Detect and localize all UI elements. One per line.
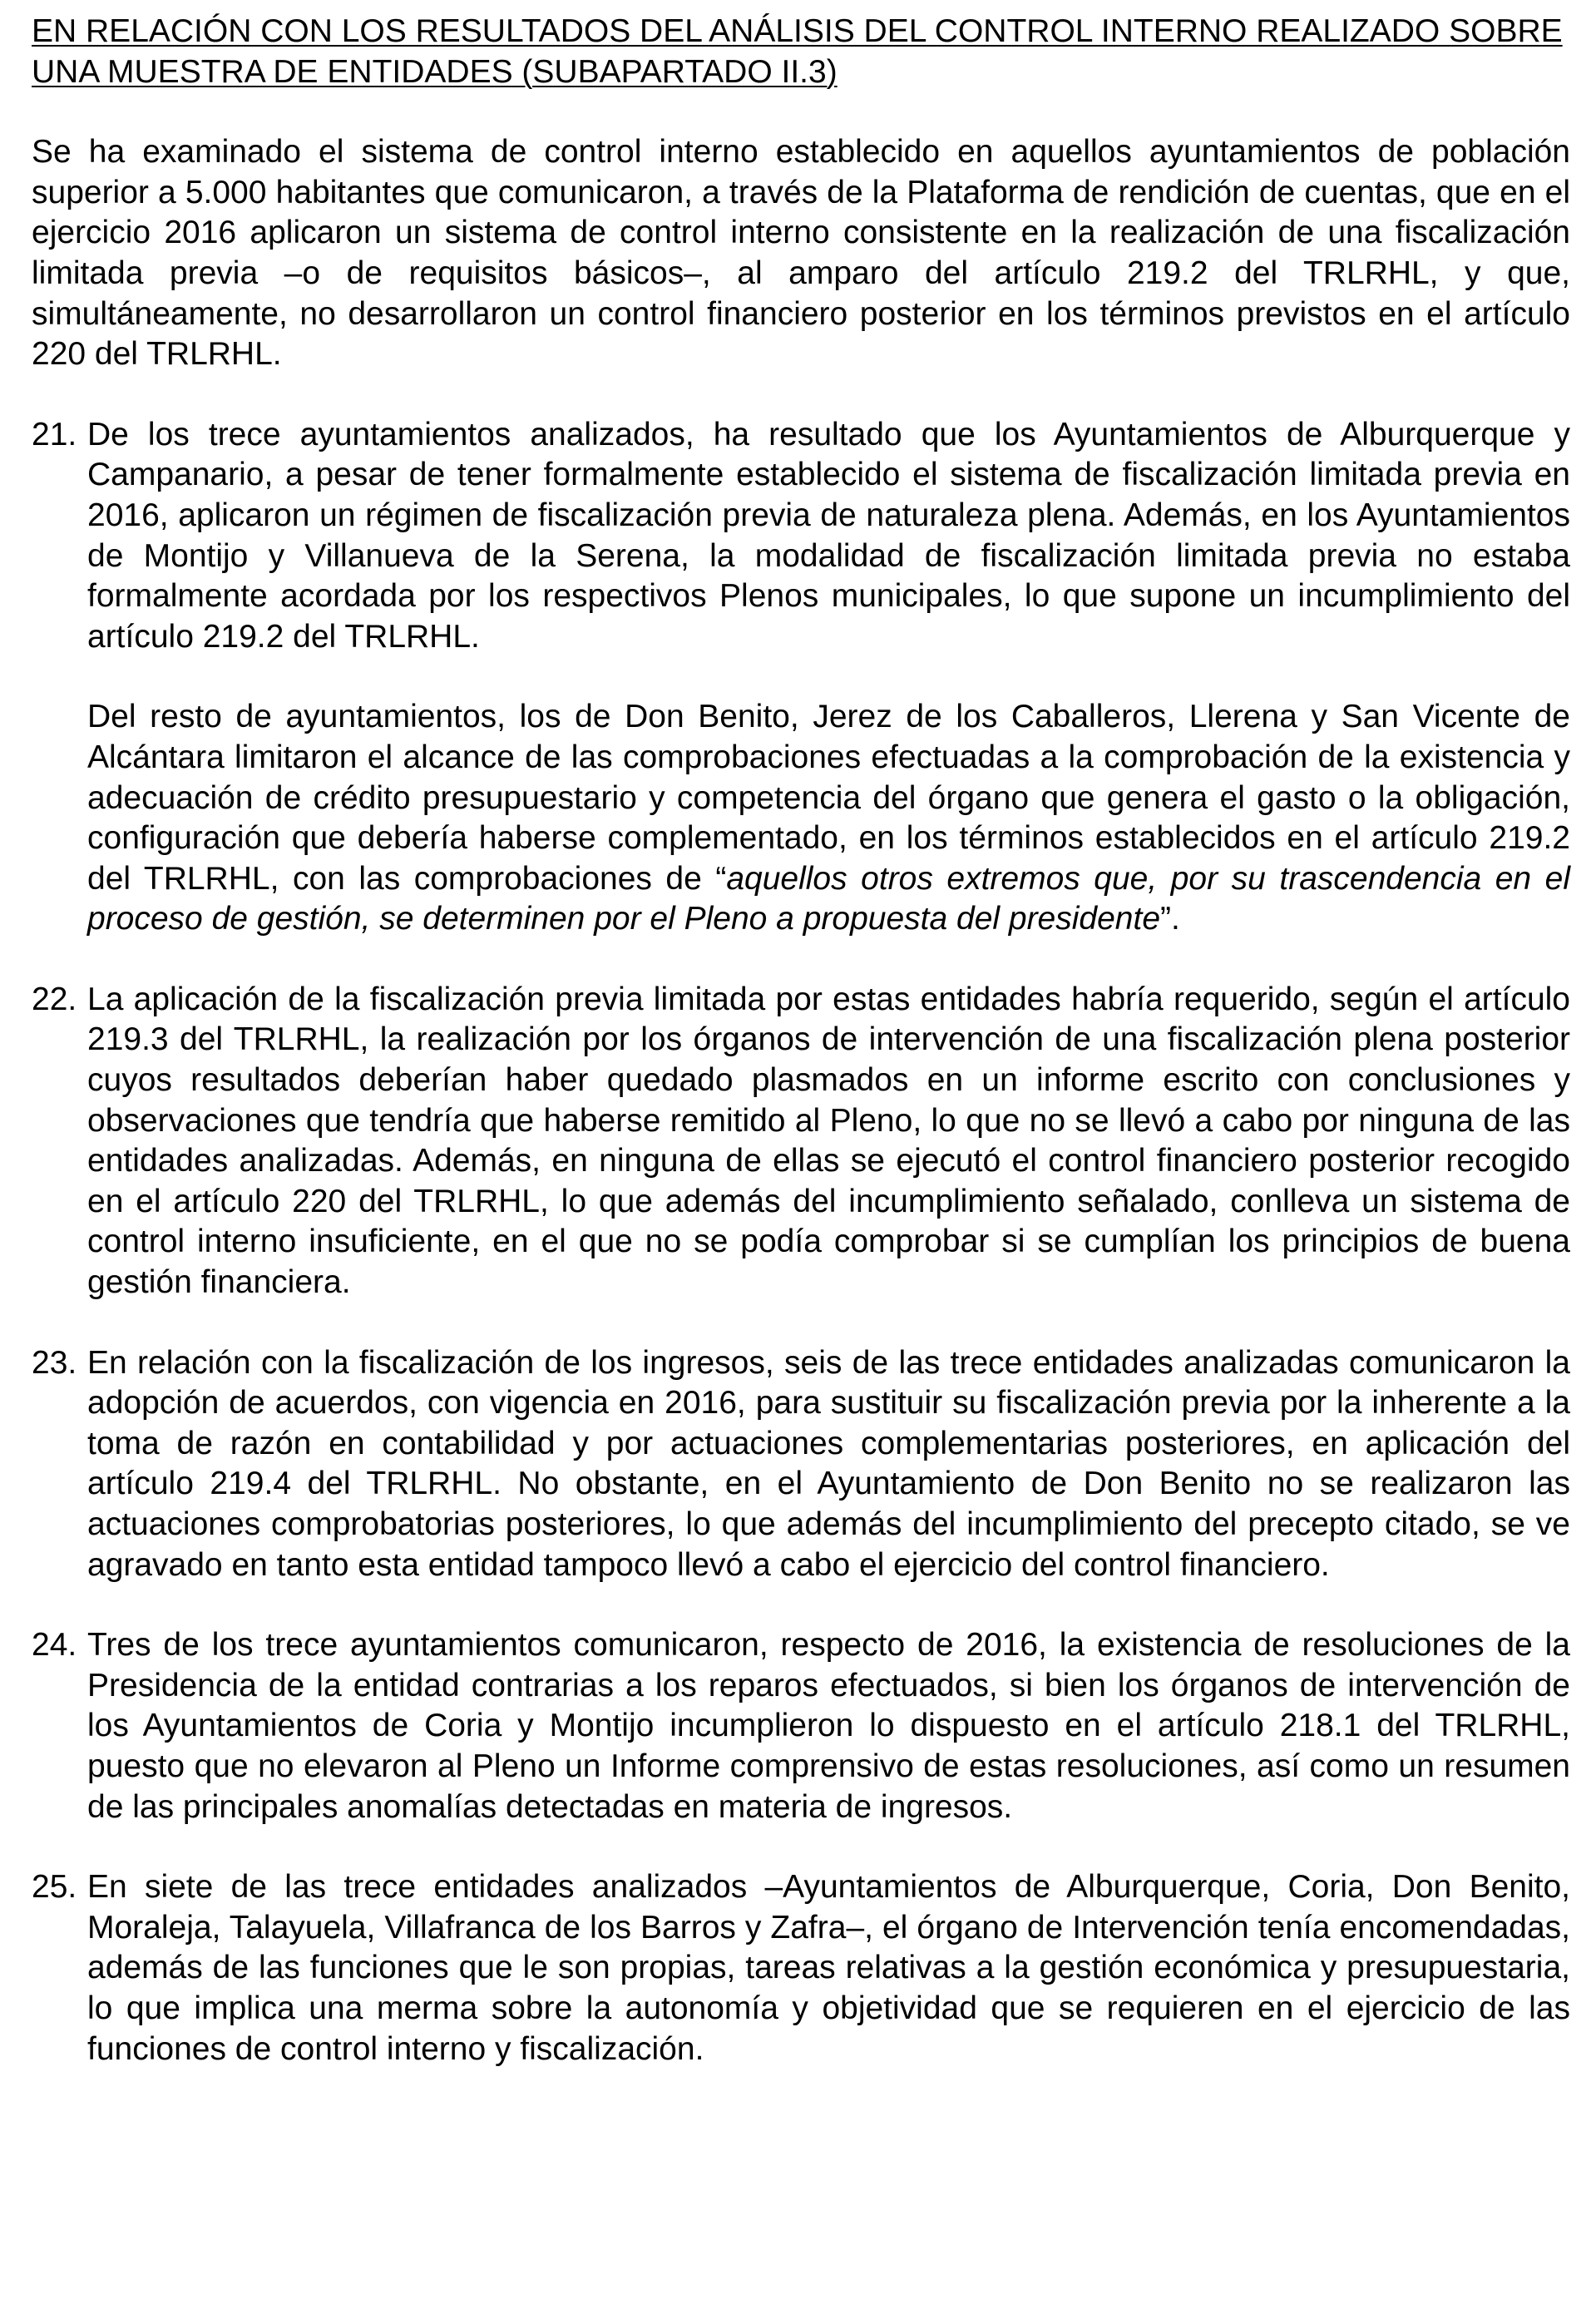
paragraph-text: La aplicación de la fiscalización previa limitada por estas entidades habría requerido, según el artículo 219.3 del TRLRHL, la realización por los órganos de intervención de una fiscalización plena posterior cuyos resultados deberían haber quedado plasmados en un informe escrito con conclusiones y observaciones que tendría que haberse remitido al Pleno, lo que no se llevó a cabo por ninguna de las entidades analizadas. Además, en ninguna de ellas se ejecutó el control financiero posterior recogido en el artículo 220 del TRLRHL, lo que además del incumplimiento señalado, conlleva un sistema de control interno insuficiente, en el que no se podía comprobar si se cumplían los principios de buena gestión financiera.	[87, 981, 1570, 1301]
numbered-paragraph-23	[32, 1343, 1570, 1586]
paragraph-number: 24.	[32, 1627, 77, 1664]
numbered-paragraph-25	[32, 1867, 1570, 2069]
numbered-paragraph-22	[32, 980, 1570, 1303]
quoted-text: aquellos otros extremos que, por su trascendencia en el proceso de gestión, se determinen por el Pleno a propuesta del presidente	[87, 860, 1570, 937]
section-heading: EN RELACIÓN CON LOS RESULTADOS DEL ANÁLISIS DEL CONTROL INTERNO REALIZADO SOBRE UNA MUESTRA DE ENTIDADES (SUBAPARTADO II.3)	[32, 13, 1563, 90]
paragraph-text: De los trece ayuntamientos analizados, ha resultado que los Ayuntamientos de Alburquerque y Campanario, a pesar de tener formalmente establecido el sistema de fiscalización limitada previa en 2016, aplicaron un régimen de fiscalización previa de naturaleza plena. Además, en los Ayuntamientos de Montijo y Villanueva de la Serena, la modalidad de fiscalización limitada previa no estaba formalmente acordada por los respectivos Plenos municipales, lo que supone un incumplimiento del artículo 219.2 del TRLRHL.	[87, 416, 1570, 655]
numbered-paragraph-24	[32, 1625, 1570, 1827]
intro-paragraph: Se ha examinado el sistema de control interno establecido en aquellos ayuntamientos de población superior a 5.000 habitantes que comunicaron, a través de la Plataforma de rendición de cuentas, que en el ejercicio 2016 aplicaron un sistema de control interno consistente en la realización de una fiscalización limitada previa –o de requisitos básicos–, al amparo del artículo 219.2 del TRLRHL, y que, simultáneamente, no desarrollaron un control financiero posterior en los términos previstos en el artículo 220 del TRLRHL.	[32, 134, 1570, 373]
quote-close: ”.	[1160, 901, 1180, 937]
paragraph-continuation	[87, 697, 1570, 940]
paragraph-text: En relación con la fiscalización de los ingresos, seis de las trece entidades analizadas comunicaron la adopción de acuerdos, con vigencia en 2016, para sustituir su fiscalización previa por la inherente a la toma de razón en contabilidad y por actuaciones complementarias posteriores, en aplicación del artículo 219.4 del TRLRHL. No obstante, en el Ayuntamiento de Don Benito no se realizaron las actuaciones comprobatorias posteriores, lo que además del incumplimiento del precepto citado, se ve agravado en tanto esta entidad tampoco llevó a cabo el ejercicio del control financiero.	[87, 1344, 1570, 1583]
paragraph-continuation-text: Del resto de ayuntamientos, los de Don Benito, Jerez de los Caballeros, Llerena y San Vicente de Alcántara limitaron el alcance de las comprobaciones efectuadas a la comprobación de la existencia y adecuación de crédito presupuestario y competencia del órgano que genera el gasto o la obligación, configuración que debería haberse complementado, en los términos establecidos en el artículo 219.2 del TRLRHL, con las comprobaciones de “	[87, 699, 1570, 897]
paragraph-number: 25.	[32, 1869, 77, 1906]
numbered-paragraph-21	[32, 415, 1570, 940]
paragraph-text: Tres de los trece ayuntamientos comunicaron, respecto de 2016, la existencia de resoluciones de la Presidencia de la entidad contrarias a los reparos efectuados, si bien los órganos de intervención de los Ayuntamientos de Coria y Montijo incumplieron lo dispuesto en el artículo 218.1 del TRLRHL, puesto que no elevaron al Pleno un Informe comprensivo de estas resoluciones, así como un resumen de las principales anomalías detectadas en materia de ingresos.	[87, 1627, 1570, 1825]
paragraph-text: En siete de las trece entidades analizados –Ayuntamientos de Alburquerque, Coria, Don Benito, Moraleja, Talayuela, Villafranca de los Barros y Zafra–, el órgano de Intervención tenía encomendadas, además de las funciones que le son propias, tareas relativas a la gestión económica y presupuestaria, lo que implica una merma sobre la autonomía y objetividad que se requieren en el ejercicio de las funciones de control interno y fiscalización.	[87, 1869, 1570, 2067]
paragraph-number: 23.	[32, 1344, 77, 1381]
paragraph-number: 21.	[32, 416, 77, 452]
document-page	[32, 12, 1570, 2069]
paragraph-number: 22.	[32, 981, 77, 1017]
